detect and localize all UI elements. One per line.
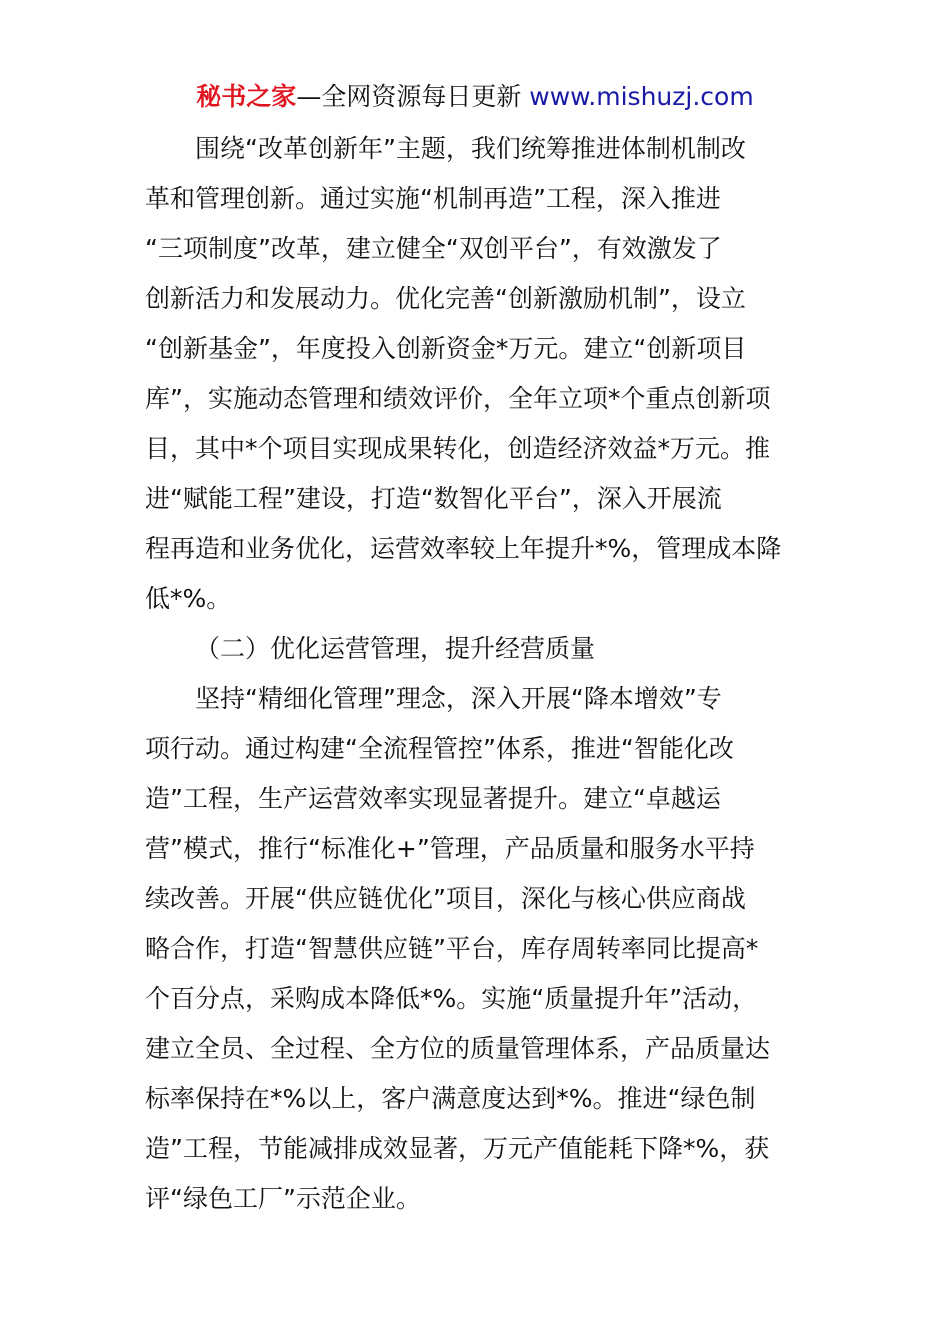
paragraph-line: 个百分点，采购成本降低*%。实施“质量提升年”活动，	[145, 984, 758, 1013]
paragraph-line: 建立全员、全过程、全方位的质量管理体系，产品质量达	[145, 1034, 771, 1063]
paragraph-line: 库”，实施动态管理和绩效评价，全年立项*个重点创新项	[145, 384, 771, 413]
paragraph-line: 营”模式，推行“标准化+”管理，产品质量和服务水平持	[145, 834, 755, 863]
paragraph-line: 造”工程，节能减排成效显著，万元产值能耗下降*%，获	[145, 1134, 770, 1163]
header-tagline: —全网资源每日更新	[296, 82, 530, 111]
section-heading: （二）优化运营管理，提升经营质量	[195, 634, 596, 663]
paragraph-line: 进“赋能工程”建设，打造“数智化平台”，深入开展流	[145, 484, 722, 513]
paragraph-line: 低*%。	[145, 584, 232, 613]
paragraph-line: 项行动。通过构建“全流程管控”体系，推进“智能化改	[145, 734, 734, 763]
paragraph-line: 创新活力和发展动力。优化完善“创新激励机制”，设立	[145, 284, 746, 313]
site-header	[0, 80, 950, 114]
brand-name: 秘书之家	[196, 82, 297, 111]
paragraph-line: “三项制度”改革，建立健全“双创平台”，有效激发了	[145, 234, 722, 263]
paragraph-line: 评“绿色工厂”示范企业。	[145, 1184, 421, 1213]
paragraph-line: 坚持“精细化管理”理念，深入开展“降本增效”专	[195, 684, 722, 713]
paragraph-line: “创新基金”，年度投入创新资金*万元。建立“创新项目	[145, 334, 747, 363]
paragraph-line: 程再造和业务优化，运营效率较上年提升*%，管理成本降	[145, 534, 782, 563]
paragraph-line: 造”工程，生产运营效率实现显著提升。建立“卓越运	[145, 784, 721, 813]
paragraph-line: 围绕“改革创新年”主题，我们统筹推进体制机制改	[195, 134, 746, 163]
paragraph-line: 标率保持在*%以上，客户满意度达到*%。推进“绿色制	[145, 1084, 756, 1113]
paragraph-line: 革和管理创新。通过实施“机制再造”工程，深入推进	[145, 184, 721, 213]
document-body	[145, 124, 810, 1224]
paragraph-line: 目，其中*个项目实现成果转化，创造经济效益*万元。推	[145, 434, 771, 463]
site-url-link[interactable]: www.mishuzj.com	[529, 82, 754, 111]
paragraph-line: 续改善。开展“供应链优化”项目，深化与核心供应商战	[145, 884, 746, 913]
paragraph-line: 略合作，打造“智慧供应链”平台，库存周转率同比提高*	[145, 934, 759, 963]
